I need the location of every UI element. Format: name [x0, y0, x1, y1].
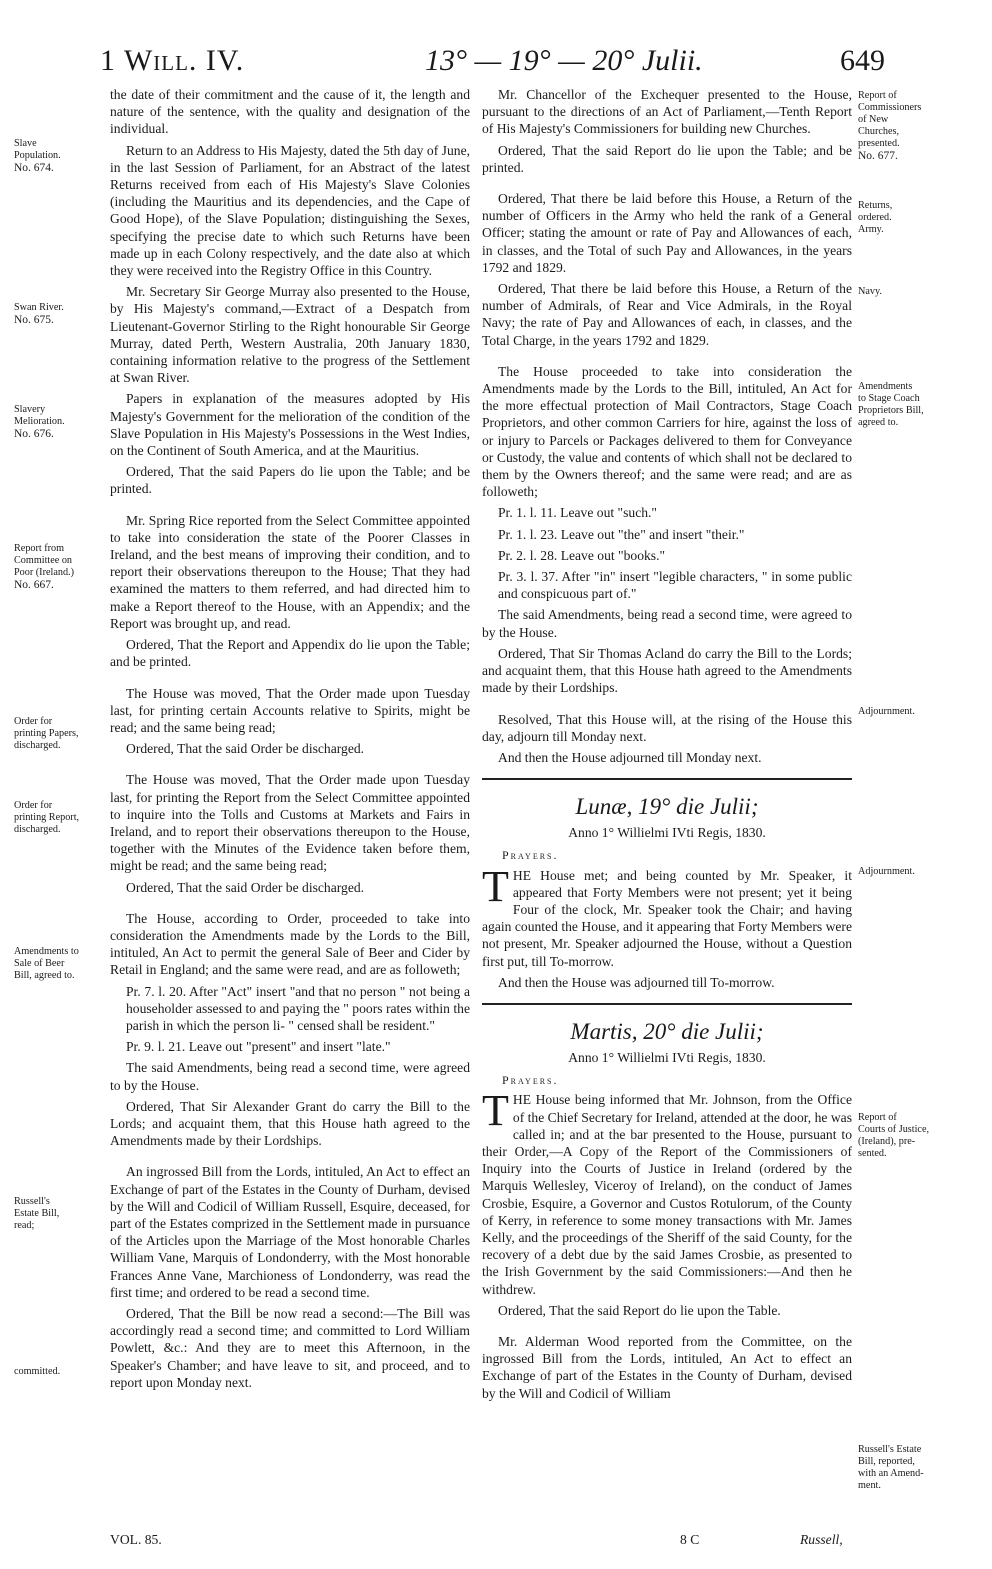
paragraph: Ordered, That the said Report do lie upon the Table; and be printed.: [482, 142, 852, 175]
paragraph: THE House met; and being counted by Mr. Speaker, it appeared that Forty Members were not present; yet it being Four of the clock, Mr. Speaker took the Chair; and having again counted the House, and it appearing that Forty Members were not present, Mr. Speaker adjourned the House, without a Question first put, till To-morrow.: [482, 861, 852, 969]
regnal-year-line: Anno 1° Willielmi IVti Regis, 1830.: [568, 825, 766, 841]
paragraph: Ordered, That Sir Thomas Acland do carry the Bill to the Lords; and acquaint them, that this House hath agreed to the Amendments made by their Lordships.: [482, 645, 852, 696]
paragraph: Return to an Address to His Majesty, dated the 5th day of June, in the last Session of Parliament, for an Abstract of the latest Returns received from each of His Majesty's Slave Colonies (including the Mauritius and its dependencies, and the Cape of Good Hope), of the Slave Population; distinguishing the Sexes, specifying the precise date to which such Returns have been made up in each Colony respectively, and the date also at which they were received into the Registry Office in this Country.: [110, 142, 470, 279]
margin-note-adjournment-1: Adjournment.: [858, 706, 915, 717]
margin-note-poor-ireland: Report from Committee on Poor (Ireland.) No. 667.: [14, 543, 74, 591]
volume-number: VOL. 85.: [110, 1532, 162, 1547]
paragraph: Ordered, That the said Report do lie upon the Table.: [498, 1302, 781, 1318]
amendment: Pr. 1. l. 11. Leave out "such.": [498, 505, 657, 521]
day-heading: Martis, 20° die Julii;: [570, 1018, 764, 1044]
margin-note-slave-population: Slave Population. No. 674.: [14, 138, 61, 174]
right-column: [482, 86, 852, 1406]
paragraph: Ordered, That the Bill be now read a second:—The Bill was accordingly read a second time; and committed to Lord William Powlett, &c.: And they are to meet this Afternoon, in the Speaker's Chamber; and have leave to sit, and proceed, and to report upon Monday next.: [110, 1306, 470, 1390]
paragraph: Resolved, That this House will, at the rising of the House this day, adjourn till Monday next.: [482, 711, 852, 744]
header-dates: 13° — 19° — 20° Julii.: [425, 44, 703, 77]
amendment: Pr. 3. l. 37. After "in" insert "legible characters, " in some public and conspicuous part of.": [498, 569, 852, 602]
margin-note-swan-river: Swan River. No. 675.: [14, 302, 64, 326]
paragraph: Mr. Alderman Wood reported from the Committee, on the ingrossed Bill from the Lords, intituled, An Act to effect an Exchange of part of the Estates in the County of Durham, devised by the Will and Codicil of William: [482, 1333, 852, 1401]
margin-note-navy: Navy.: [858, 286, 882, 297]
left-column: [110, 86, 470, 1395]
paragraph: Ordered, That there be laid before this House, a Return of the number of Admirals, of Rear and Vice Admirals, in the Royal Navy; the rate of Pay and Allowances of each, in classes, and the Total Charge, in the years 1792 and 1829.: [482, 281, 852, 348]
paragraph: Mr. Secretary Sir George Murray also presented to the House, by His Majesty's command,—Extract of a Despatch from Lieutenant-Governor Stirling to the Right honourable Sir George Murray, dated Perth, Western Australia, 20th January 1830, containing information relative to the progress of the Settlement at Swan River.: [110, 284, 470, 386]
section-divider: [482, 778, 852, 780]
margin-note-russell-estate: Russell's Estate Bill, read;: [14, 1196, 60, 1231]
page-number: 649: [840, 44, 885, 77]
paragraph: The House was moved, That the Order made upon Tuesday last, for printing the Report from the Select Committee appointed to inquire into the Tolls and Customs at Markets and Fairs in Ireland, and to report their observations thereupon to the House, together with the Minutes of the Evidence taken before them, might be read; and the same being read;: [110, 772, 470, 874]
drop-cap: T: [482, 861, 509, 911]
paragraph: Ordered, That there be laid before this House, a Return of the number of Officers in the Army who held the rank of a General Officer; stating the amount or rate of Pay and Allowances of each, in classes, and the Total of such Pay and Allowances, in the years 1792 and 1829.: [482, 191, 852, 275]
paragraph: Mr. Chancellor of the Exchequer presented to the House, pursuant to the directions of an Act of Parliament,—Tenth Report of His Majesty's Commissioners for building new Churches.: [482, 87, 852, 137]
prayers-heading: Prayers.: [502, 1073, 559, 1088]
paragraph: Ordered, That the Report and Appendix do lie upon the Table; and be printed.: [110, 637, 470, 670]
paragraph: The said Amendments, being read a second time, were agreed to by the House.: [482, 607, 852, 640]
section-divider: [482, 1003, 852, 1005]
margin-note-order-papers: Order for printing Papers, discharged.: [14, 716, 79, 751]
paragraph: THE House being informed that Mr. Johnson, from the Office of the Chief Secretary for Ireland, attended at the door, he was called in; and at the bar presented to the House, pursuant to their Order,—A Copy of the Report of the Commissioners of Inquiry into the Courts of Justice in Ireland (ordered by the Marquis Wellesley, Viceroy of Ireland), on the conduct of James Crosbie, Esquire, a Governor and Custos Rotulorum, of the County of Kerry, in reference to some money transactions with Mr. James Kelly, and the proceedings of the Sheriff of the said County, for the recovery of a debt due by the said James Crosbie, as presented to the Irish Government by the said Commissioners:—And then he withdrew.: [482, 1086, 852, 1297]
paragraph: Ordered, That the said Order be discharged.: [126, 741, 365, 757]
paragraph: And then the House was adjourned till To-morrow.: [498, 974, 775, 990]
paragraph: The House was moved, That the Order made upon Tuesday last, for printing certain Accounts relative to Spirits, might be read; and the same being read;: [110, 685, 470, 735]
catchword: Russell,: [800, 1532, 843, 1547]
regnal-year-line: Anno 1° Willielmi IVti Regis, 1830.: [568, 1049, 766, 1065]
paragraph: Ordered, That Sir Alexander Grant do carry the Bill to the Lords; and acquaint them, that this House hath agreed to the Amendments made by their Lordships.: [110, 1098, 470, 1149]
margin-note-new-churches: Report of Commissioners of New Churches, presented. No. 677.: [858, 90, 922, 162]
signature-mark: 8 C: [680, 1532, 700, 1547]
paragraph: The House proceeded to take into consideration the Amendments made by the Lords to the Bill, intituled, An Act for the more effectual protection of Mail Contractors, Stage Coach Proprietors, and other common Carriers for hire, against the loss of or injury to Parcels or Packages delivered to them for Conveyance or Custody, the value and contents of which shall not be declared to them by the Owners thereof; and the same were read; and are as followeth;: [482, 363, 852, 500]
paragraph: Mr. Spring Rice reported from the Select Committee appointed to take into consideration the state of the Poorer Classes in Ireland, and the best means of improving their condition, and to report their observations thereupon to the House; That they had examined the matters to them referred, and had directed him to make a Report thereof to the House, with an Appendix; and the Report was brought up, and read.: [110, 512, 470, 631]
amendment: Pr. 9. l. 21. Leave out "present" and insert "late.": [126, 1039, 391, 1055]
margin-note-russell-reported: Russell's Estate Bill, reported, with an Amend- ment.: [858, 1444, 924, 1491]
margin-note-slavery-melioration: Slavery Melioration. No. 676.: [14, 404, 65, 440]
amendment: Pr. 7. l. 20. After "Act" insert "and that no person " not being a householder assessed to and paying the " poors rates within the parish in which the person li- " censed shall be resident.": [126, 983, 470, 1033]
margin-note-adjournment-2: Adjournment.: [858, 866, 915, 877]
margin-note-army: Returns, ordered. Army.: [858, 200, 893, 235]
prayers-heading: Prayers.: [502, 848, 559, 863]
paragraph: The House, according to Order, proceeded to take into consideration the Amendments made by the Lords to the Bill, intituled, An Act to permit the general Sale of Beer and Cider by Retail in England; and the same were read, and are as followeth;: [110, 910, 470, 978]
day-heading: Lunæ, 19° die Julii;: [575, 794, 759, 820]
header-regnal-year: 1 Will. IV.: [100, 44, 245, 77]
drop-cap: T: [482, 1086, 509, 1136]
margin-note-committed: committed.: [14, 1366, 61, 1377]
paragraph: And then the House adjourned till Monday next.: [498, 749, 762, 765]
paragraph: Ordered, That the said Papers do lie upon the Table; and be printed.: [110, 464, 470, 497]
running-header: [0, 44, 992, 84]
paragraph: The said Amendments, being read a second time, were agreed to by the House.: [110, 1060, 470, 1093]
paragraph: Papers in explanation of the measures adopted by His Majesty's Government for the melioration of the condition of the Slave Population in His Majesty's Possessions in the West Indies, on the Continent of South America, and at the Mauritius.: [110, 391, 470, 459]
amendment: Pr. 2. l. 28. Leave out "books.": [498, 547, 666, 563]
amendment: Pr. 1. l. 23. Leave out "the" and insert "their.": [498, 526, 745, 542]
margin-note-stage-coach: Amendments to Stage Coach Proprietors Bill, agreed to.: [858, 381, 924, 428]
paragraph: An ingrossed Bill from the Lords, intituled, An Act to effect an Exchange of part of the Estates in the County of Durham, devised by the Will and Codicil of William Russell, Esquire, deceased, for part of the Estates comprized in the Settlement made in pursuance of the Articles upon the Marriage of the Most honorable Charles William Vane, Marquis of Londonderry, with the Most honorable Frances Anne Vane, Marchioness of Londonderry, was read the first time; and ordered to be read a second time.: [110, 1164, 470, 1300]
margin-note-courts-justice: Report of Courts of Justice, (Ireland), pre- sented.: [858, 1112, 930, 1159]
margin-note-order-report: Order for printing Report, discharged.: [14, 800, 80, 835]
paragraph: the date of their commitment and the cause of it, the length and nature of the sentence, with the quality and designation of the individual.: [110, 87, 470, 137]
paragraph: Ordered, That the said Order be discharged.: [126, 879, 365, 895]
margin-note-beer-bill: Amendments to Sale of Beer Bill, agreed to.: [14, 946, 79, 981]
